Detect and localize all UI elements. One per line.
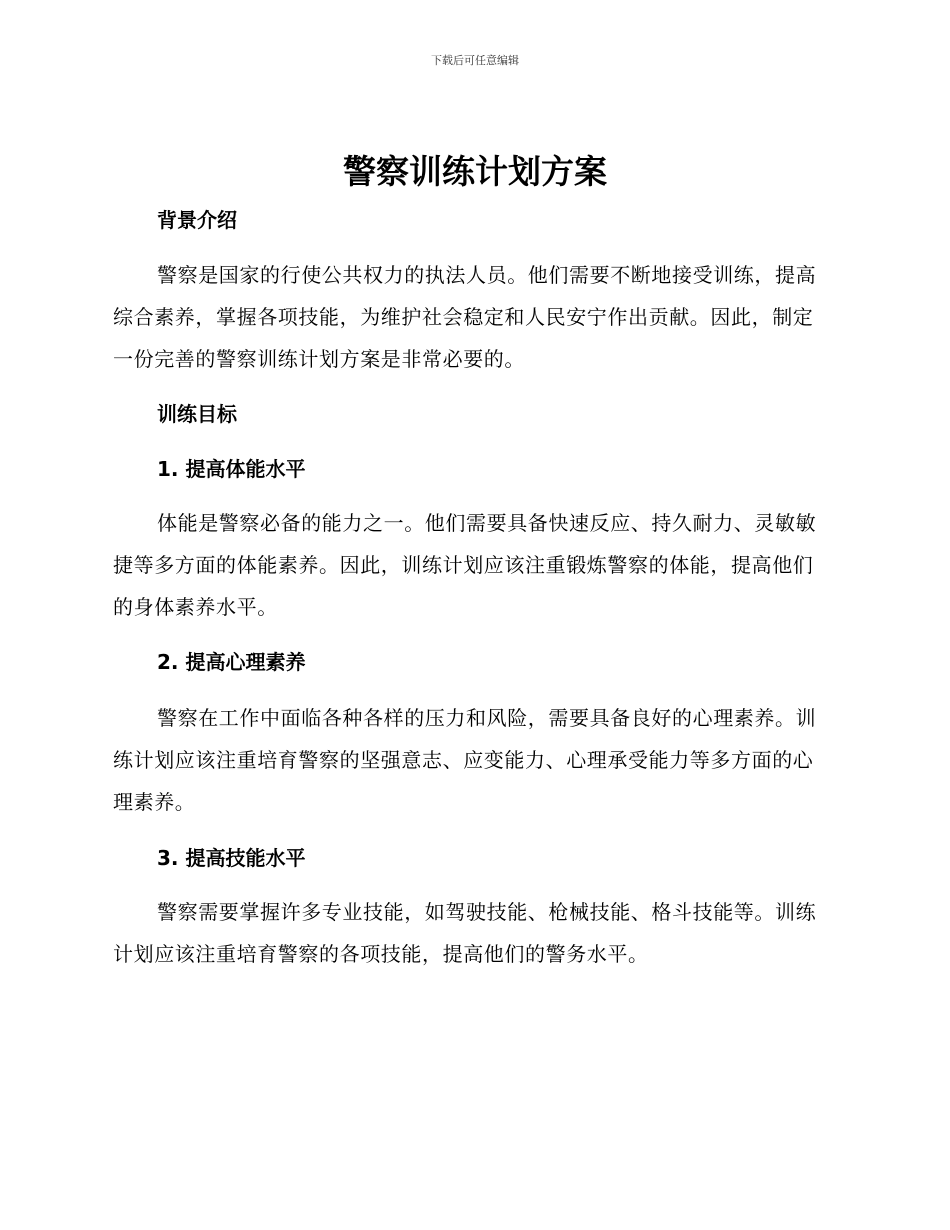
paragraph-background: 警察是国家的行使公共权力的执法人员。他们需要不断地接受训练，提高综合素养，掌握各项技能，为维护社会稳定和人民安宁作出贡献。因此，制定一份完善的警察训练计划方案是非常必要的。 <box>113 263 817 371</box>
section-heading-skills: 3. 提高技能水平 <box>157 846 306 870</box>
paragraph-psychological: 警察在工作中面临各种各样的压力和风险，需要具备良好的心理素养。训练计划应该注重培育警察的坚强意志、应变能力、心理承受能力等多方面的心理素养。 <box>113 706 817 814</box>
paragraph-skills: 警察需要掌握许多专业技能，如驾驶技能、枪械技能、格斗技能等。训练计划应该注重培育警察的各项技能，提高他们的警务水平。 <box>113 900 817 966</box>
section-heading-physical: 1. 提高体能水平 <box>157 457 306 481</box>
header-note: 下载后可任意编辑 <box>431 54 519 67</box>
paragraph-physical: 体能是警察必备的能力之一。他们需要具备快速反应、持久耐力、灵敏敏捷等多方面的体能素养。因此，训练计划应该注重锻炼警察的体能，提高他们的身体素养水平。 <box>113 511 817 619</box>
section-heading-goals: 训练目标 <box>157 402 237 426</box>
document-title: 警察训练计划方案 <box>343 152 607 191</box>
section-heading-psychological: 2. 提高心理素养 <box>157 650 306 674</box>
section-heading-background: 背景介绍 <box>157 208 237 232</box>
